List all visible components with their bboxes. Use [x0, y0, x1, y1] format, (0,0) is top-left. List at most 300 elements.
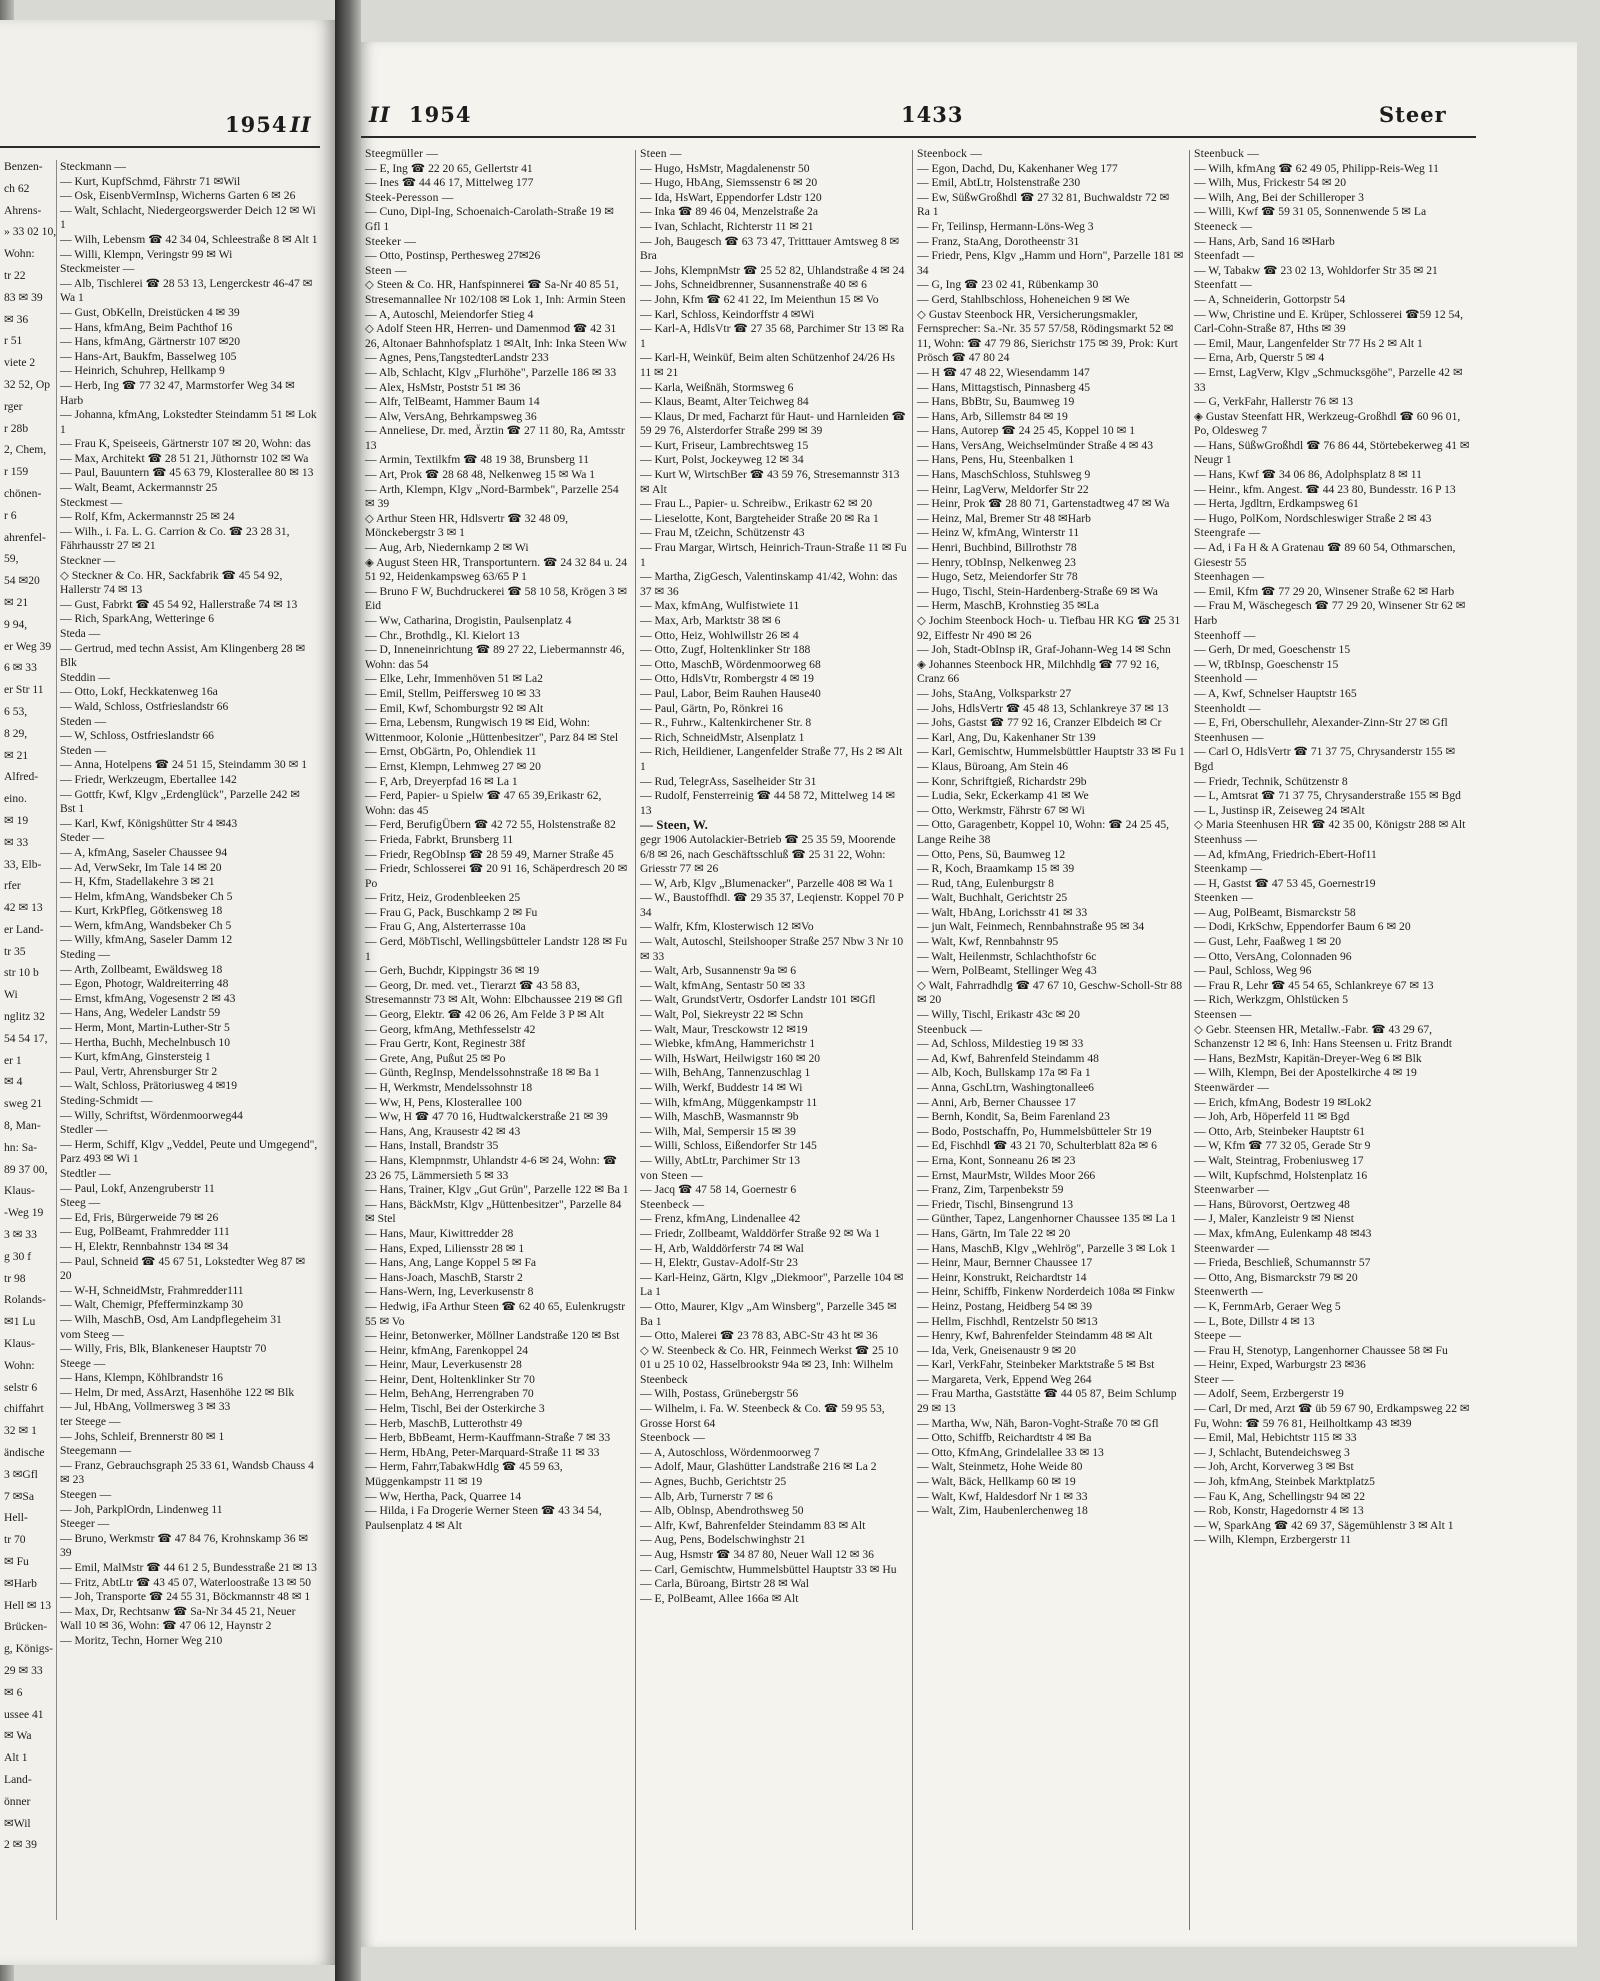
margin-fragment: Land- [4, 1772, 32, 1786]
directory-column-1 [365, 147, 631, 1937]
directory-entry: — Arth, Klempn, Klgv „Nord-Barmbek", Parzelle 254 ✉ 39 [365, 482, 622, 511]
directory-entry: — Jul, HbAng, Vollmersweg 3 ✉ 33 [60, 1400, 231, 1414]
margin-fragment: 9 94, [4, 617, 28, 631]
directory-entry: Steenfadt — [1194, 249, 1255, 263]
directory-entry: — F, Arb, Dreyerpfad 16 ✉ La 1 [365, 774, 518, 788]
directory-entry: — Art, Prok ☎ 28 68 48, Nelkenweg 15 ✉ Wa 1 [365, 468, 596, 482]
directory-entry: Steden — [60, 743, 107, 757]
directory-entry: — Ww, Hertha, Pack, Quarree 14 [365, 1489, 522, 1503]
margin-fragment: 32 ✉ 1 [4, 1424, 37, 1438]
margin-fragment: Klaus- [4, 1184, 35, 1198]
directory-entry: — Walt, Kwf, Rennbahnstr 95 [917, 935, 1059, 949]
directory-entry: — Heinr, Schiffb, Finkenw Norderdeich 108a ✉ Finkw [917, 1285, 1175, 1299]
directory-entry: — Willy, Schriftst, Wördenmoorweg44 [60, 1108, 243, 1122]
directory-entry: Steenkamp — [1194, 862, 1263, 876]
directory-entry: — Otto, MaschB, Wördenmoorweg 68 [640, 657, 821, 671]
directory-entry: — Wilh, BehAng, Tannenzuschlag 1 [640, 1066, 811, 1080]
margin-fragment: g 30 f [4, 1249, 32, 1263]
directory-entry: ◇ Gustav Steenbock HR, Versicherungsmakler, Fernsprecher: Sa.-Nr. 35 57 57/58, Rödingsmarkt 52 ✉ 11, Wohn: ☎ 47 79 86, Sierichstr 175 ✉ 39, Prok: Kurt Prösch ☎ 47 80 24 [917, 307, 1181, 365]
directory-entry: — Gottfr, Kwf, Klgv „Erdenglück", Parzelle 242 ✉ Bst 1 [60, 787, 300, 816]
directory-entry: — Ludia, Sekr, Eckerkamp 41 ✉ We [917, 789, 1089, 803]
margin-fragment: 32 52, Op [4, 377, 51, 391]
margin-fragment: 89 37 00, [4, 1162, 48, 1176]
directory-entry: — Alw, VersAng, Behrkampsweg 36 [365, 409, 537, 423]
directory-entry: — Aug, Hsmstr ☎ 34 87 80, Neuer Wall 12 ✉ 36 [640, 1548, 874, 1561]
margin-fragment: 8 29, [4, 726, 28, 740]
directory-entry: — Emil, MalMstr ☎ 44 61 2 5, Bundesstraße 21 ✉ 13 [60, 1561, 317, 1574]
right-page [361, 42, 1577, 1947]
directory-entry: — Ad, Schloss, Mildestieg 19 ✉ 33 [917, 1037, 1084, 1051]
directory-entry: Steenhagen — [1194, 570, 1265, 584]
directory-entry: Steckmann — [60, 160, 127, 173]
directory-entry: — Heinr, Dent, Holtenklinker Str 70 [365, 1372, 535, 1386]
directory-entry: — W, Schloss, Ostfrieslandstr 66 [60, 729, 214, 743]
margin-fragment: 33, Elb- [4, 857, 42, 871]
margin-fragment: Brücken- [4, 1620, 48, 1634]
directory-entry: — Kurt W, WirtschBer ☎ 43 59 76, Stresemannstr 313 ✉ Alt [640, 468, 903, 496]
directory-entry: ◇ Maria Steenhusen HR ☎ 42 35 00, Königstr 288 ✉ Alt [1194, 818, 1466, 832]
column-divider [912, 150, 913, 1930]
directory-entry: — Hans, Kwf ☎ 34 06 86, Adolphsplatz 8 ✉ 11 [1194, 468, 1422, 482]
directory-entry: — Heinrich, Schuhrep, Hellkamp 9 [60, 364, 225, 378]
directory-entry: — Cuno, Dipl-Ing, Schoenaich-Carolath-Straße 19 ✉ Gfl 1 [365, 205, 617, 233]
directory-entry: Steenhuss — [1194, 832, 1258, 846]
directory-entry: — Frenz, kfmAng, Lindenallee 42 [640, 1212, 801, 1226]
directory-entry: — John, Kfm ☎ 62 41 22, Im Meienthun 15 ✉ Vo [640, 292, 879, 306]
margin-fragment: ✉ 21 [4, 748, 29, 762]
directory-entry: — G, Ing ☎ 23 02 41, Rübenkamp 30 [917, 278, 1099, 292]
directory-entry: — Willy, kfmAng, Saseler Damm 12 [60, 933, 233, 947]
directory-entry: Steenbeck — [640, 1197, 705, 1211]
directory-entry: Steckmeister — [60, 262, 135, 276]
directory-entry: — Aug, Pens, Bodelschwinghstr 21 [640, 1533, 806, 1547]
directory-entry: — Wern, PolBeamt, Stellinger Weg 43 [917, 964, 1097, 978]
directory-entry: — Frau R, Lehr ☎ 45 54 65, Schlankreye 67 ✉ 13 [1194, 978, 1434, 992]
header-rule [361, 136, 1476, 138]
directory-entry: — J, Maler, Kanzleistr 9 ✉ Nienst [1194, 1212, 1354, 1226]
directory-entry: — Willi, Klempn, Veringstr 99 ✉ Wi [60, 247, 233, 261]
directory-entry: — E, Fri, Oberschullehr, Alexander-Zinn-Str 27 ✉ Gfl [1194, 716, 1448, 730]
margin-fragment: tr 22 [4, 268, 26, 282]
directory-entry: — Ad, i Fa H & A Gratenau ☎ 89 60 54, Othmarschen, Giesestr 55 [1194, 541, 1459, 569]
directory-entry: — Alex, HsMstr, Poststr 51 ✉ 36 [365, 380, 521, 394]
directory-entry: — Ivan, Schlacht, Richterstr 11 ✉ 21 [640, 219, 814, 233]
directory-entry: — Ed, Fischhdl ☎ 43 21 70, Schulterblatt 82a ✉ 6 [917, 1139, 1157, 1153]
directory-entry: — R., Fuhrw., Kaltenkirchener Str. 8 [640, 716, 812, 730]
directory-entry: — Jacq ☎ 47 58 14, Goernestr 6 [640, 1183, 797, 1197]
directory-entry: — Osk, EisenbVermInsp, Wicherns Garten 6 ✉ 26 [60, 189, 296, 203]
directory-entry: — Moritz, Techn, Horner Weg 210 [60, 1633, 223, 1647]
directory-entry: ◇ Arthur Steen HR, Hdlsvertr ☎ 32 48 09, Mönckebergstr 3 ✉ 1 [365, 511, 571, 540]
directory-entry: — Martha, ZigGesch, Valentinskamp 41/42, Wohn: das 37 ✉ 36 [640, 570, 901, 598]
directory-entry: — Gust, Lehr, Faaßweg 1 ✉ 20 [1194, 935, 1342, 949]
directory-entry: — Otto, Pens, Sü, Baumweg 12 [917, 847, 1066, 861]
margin-fragment: Wohn: [4, 247, 35, 261]
directory-entry: — Walt, Zim, Haubenlerchenweg 18 [917, 1504, 1088, 1518]
directory-entry: — Otto, Ang, Bismarckstr 79 ✉ 20 [1194, 1270, 1358, 1284]
margin-fragment: 59, [4, 552, 19, 566]
margin-fragment: ussee 41 [4, 1707, 44, 1721]
directory-entry: — Herm, Schiff, Klgv „Veddel, Peute und Umgegend", Parz 493 ✉ Wi 1 [60, 1137, 318, 1166]
directory-entry: — Otto, Arb, Steinbeker Hauptstr 61 [1194, 1124, 1365, 1138]
directory-entry: Steeneck — [1194, 219, 1253, 233]
margin-fragment: Klaus- [4, 1337, 35, 1351]
directory-entry: — Anneliese, Dr. med, Ärztin ☎ 27 11 80, Ra, Amtsstr 13 [365, 424, 628, 452]
directory-entry: — Hans, Maur, Kiwittredder 28 [365, 1226, 514, 1240]
margin-fragment: Rolands- [4, 1293, 46, 1307]
directory-entry: — Paul, Labor, Beim Rauhen Hause40 [640, 686, 821, 700]
directory-entry: — Hans-Wern, Ing, Leverkusenstr 8 [365, 1285, 534, 1299]
directory-entry: — Heinr, Maur, Leverkusenstr 28 [365, 1358, 522, 1372]
directory-entry: Steeger — [60, 1517, 110, 1531]
directory-entry: — H, Elektr, Rennbahnstr 134 ✉ 34 [60, 1239, 229, 1253]
directory-entry: — W, Arb, Klgv „Blumenacker", Parzelle 408 ✉ Wa 1 [640, 876, 894, 890]
directory-entry: — Otto, Postinsp, Perthesweg 27✉26 [365, 249, 541, 263]
directory-entry: — Paul, Schneid ☎ 45 67 51, Lokstedter Weg 87 ✉ 20 [60, 1254, 306, 1283]
margin-fragment: str 10 b [4, 966, 39, 980]
directory-entry: — Anna, Hotelpens ☎ 24 51 15, Steindamm 30 ✉ 1 [60, 758, 307, 772]
directory-entry: — Heinr, kfmAng, Farenkoppel 24 [365, 1343, 529, 1357]
directory-entry: Steepe — [1194, 1329, 1241, 1343]
directory-entry: — Ernst, MaurMstr, Wildes Moor 266 [917, 1168, 1096, 1182]
page-number: 1433 [901, 102, 964, 127]
directory-entry: — Johs, KlempnMstr ☎ 25 52 82, Uhlandstraße 4 ✉ 24 [640, 263, 905, 277]
directory-entry: — W-H, SchneidMstr, Frahmredder111 [60, 1283, 244, 1297]
directory-entry: — Walfr, Kfm, Klosterwisch 12 ✉Vo [640, 920, 814, 934]
directory-entry: — Wiebke, kfmAng, Hammerichstr 1 [640, 1037, 816, 1051]
directory-entry: — Joh, Archt, Korverweg 3 ✉ Bst [1194, 1460, 1354, 1474]
directory-entry: — Alb, Arb, Turnerstr 7 ✉ 6 [640, 1489, 773, 1503]
margin-fragment: 2 ✉ 39 [4, 1838, 37, 1852]
directory-entry: — Wilh, Werkf, Buddestr 14 ✉ Wi [640, 1081, 803, 1094]
directory-entry: — Willy, AbtLtr, Parchimer Str 13 [640, 1153, 801, 1167]
margin-fragment: eino. [4, 792, 27, 806]
directory-entry: — Willi, Schloss, Eißendorfer Str 145 [640, 1139, 817, 1153]
margin-fragment: viete 2 [4, 356, 36, 370]
margin-fragment: 54 ✉20 [4, 574, 40, 588]
directory-entry: — Willy, Tischl, Erikastr 43c ✉ 20 [917, 1008, 1080, 1022]
directory-entry: — Klaus, Büroang, Am Stein 46 [917, 759, 1069, 773]
directory-entry: — Hans, Exped, Liliensstr 28 ✉ 1 [365, 1241, 525, 1255]
directory-entry: — A, kfmAng, Saseler Chaussee 94 [60, 845, 228, 859]
directory-entry: — Ernst, Klempn, Lehmweg 27 ✉ 20 [365, 759, 541, 773]
directory-entry: — Walt, Schlacht, Niedergeorgswerder Deich 12 ✉ Wi 1 [60, 203, 316, 232]
directory-entry: — Helm, Tischl, Bei der Osterkirche 3 [365, 1402, 545, 1416]
directory-entry: — Hans-Joach, MaschB, Starstr 2 [365, 1270, 523, 1284]
directory-entry: ◇ Steen & Co. HR, Hanfspinnerei ☎ Sa-Nr 40 85 51, Stresemannallee Nr 102/108 ✉ Lok 1, Inh: Armin Steen [365, 278, 626, 306]
directory-entry: — Paul, Schloss, Weg 96 [1194, 964, 1312, 978]
directory-entry: Steenbock — [917, 147, 982, 160]
directory-entry: — Rich, SparkAng, Wetteringe 6 [60, 612, 215, 626]
directory-entry: — Frau M, Wäschegesch ☎ 77 29 20, Winsener Str 62 ✉ Harb [1194, 599, 1469, 627]
margin-fragment: r 51 [4, 334, 23, 348]
directory-entry: Steenbuck — [917, 1022, 982, 1036]
directory-entry: Steenken — [1194, 891, 1253, 905]
directory-entry: Steenwärder — [1194, 1081, 1270, 1094]
margin-fragment: ändische [4, 1446, 45, 1460]
directory-entry: — Gerh, Dr med, Goeschenstr 15 [1194, 643, 1351, 657]
directory-entry: — H, Arb, Walddörferstr 74 ✉ Wal [640, 1241, 804, 1255]
directory-entry: — Alb, Schlacht, Klgv „Flurhöhe", Parzelle 186 ✉ 33 [365, 365, 617, 379]
directory-entry: — Heinr, Maur, Bernner Chaussee 17 [917, 1256, 1093, 1270]
margin-fragment: tr 70 [4, 1533, 26, 1547]
directory-entry: — Friedr, Pens, Klgv „Hamm und Horn", Parzelle 181 ✉ 34 [917, 249, 1187, 277]
column-divider [56, 160, 57, 1920]
margin-fragment: er Land- [4, 922, 44, 936]
directory-entry: — Walt, HbAng, Lorichsstr 41 ✉ 33 [917, 905, 1088, 919]
directory-entry: — Max, Architekt ☎ 28 51 21, Jüthornstr 102 ✉ Wa [60, 451, 309, 465]
margin-fragment: ✉ Fu [4, 1555, 29, 1568]
margin-fragment: 3 ✉ 33 [4, 1228, 37, 1242]
margin-fragment: nglitz 32 [4, 1010, 45, 1024]
directory-entry: — Hilda, i Fa Drogerie Werner Steen ☎ 43 34 54, Paulsenplatz 4 ✉ Alt [365, 1504, 605, 1532]
directory-entry: — Anni, Arb, Berner Chaussee 17 [917, 1095, 1076, 1109]
directory-entry: — Wilh, Klempn, Erzbergerstr 11 [1194, 1533, 1352, 1547]
directory-entry: — Gertrud, med techn Assist, Am Klingenberg 28 ✉ Blk [60, 641, 306, 670]
directory-entry: — Adolf, Maur, Glashütter Landstraße 216 ✉ La 2 [640, 1460, 877, 1474]
directory-entry: — Aug, Arb, Niedernkamp 2 ✉ Wi [365, 541, 529, 555]
right-page-header [361, 42, 1577, 142]
directory-entry: — Frieda, Fabrkt, Brunsberg 11 [365, 832, 514, 846]
directory-entry: — Joh, Stadt-ObInsp iR, Graf-Johann-Weg 14 ✉ Schn [917, 643, 1171, 657]
directory-entry: — Hans, Arb, Sillemstr 84 ✉ 19 [917, 409, 1068, 423]
margin-fragment: ✉ 21 [4, 595, 29, 609]
directory-entry: — Günther, Tapez, Langenhorner Chaussee 135 ✉ La 1 [917, 1212, 1177, 1226]
directory-entry: — Rud, tAng, Eulenburgstr 8 [917, 876, 1054, 890]
column-divider [635, 150, 636, 1930]
directory-entry: — Karl, VerkFahr, Steinbeker Marktstraße 5 ✉ Bst [917, 1358, 1155, 1372]
directory-entry: Steding-Schmidt — [60, 1094, 153, 1107]
directory-entry: — Henry, tObInsp, Nelkenweg 23 [917, 555, 1076, 569]
directory-entry: — H, Kfm, Stadellakehre 3 ✉ 21 [60, 875, 215, 889]
directory-entry: ◈ Gustav Steenfatt HR, Werkzeug-Großhdl ☎ 60 96 01, Po, Oldesweg 7 [1194, 409, 1464, 438]
directory-entry: — Otto, Malerei ☎ 23 78 83, ABC-Str 43 ht ✉ 36 [640, 1329, 878, 1343]
directory-entry: — Hans, Trainer, Klgv „Gut Grün", Parzelle 122 ✉ Ba 1 [365, 1183, 629, 1197]
directory-entry: Stedtler — [60, 1166, 111, 1180]
directory-entry: — Wilh, Mal, Sempersir 15 ✉ 39 [640, 1124, 796, 1138]
directory-entry: — Heinr., kfm. Angest. ☎ 44 23 80, Bundesstr. 16 P 13 [1194, 482, 1456, 496]
directory-entry: — E, Ing ☎ 22 20 65, Gellertstr 41 [365, 161, 533, 175]
directory-entry: — H ☎ 47 48 22, Wiesendamm 147 [917, 365, 1090, 379]
margin-fragment: 29 ✉ 33 [4, 1663, 43, 1677]
directory-entry: — Helm, Dr med, AssArzt, Hasenhöhe 122 ✉ Blk [60, 1385, 295, 1399]
margin-fragment: ✉ 33 [4, 835, 29, 849]
directory-column-2 [640, 147, 908, 1937]
directory-entry: — Hans, Bürovorst, Oertzweg 48 [1194, 1197, 1350, 1211]
directory-entry: — A, Kwf, Schnelser Hauptstr 165 [1194, 686, 1357, 700]
left-header-rule [0, 146, 320, 148]
directory-entry: — Klaus, Dr med, Facharzt für Haut- und Harnleiden ☎ 59 29 76, Alsterdorfer Straße 299 ✉ 39 [640, 409, 909, 438]
directory-entry: — Chr., Brothdlg., Kl. Kielort 13 [365, 628, 520, 642]
directory-entry: Steeker — [365, 234, 417, 248]
directory-entry: ◇ Gebr. Steensen HR, Metallw.-Fabr. ☎ 43 29 67, Schanzenstr 12 ✉ 6, Inh: Hans Steensen u. Fritz Brandt [1194, 1022, 1452, 1051]
directory-entry: — W, SparkAng ☎ 42 69 37, Sägemühlenstr 3 ✉ Alt 1 [1194, 1518, 1454, 1532]
directory-entry: — Hugo, Setz, Meiendorfer Str 78 [917, 570, 1078, 584]
directory-entry: — Konr, Schriftgieß, Richardstr 29b [917, 774, 1087, 788]
directory-entry: — Frau Margar, Wirtsch, Heinrich-Traun-Straße 11 ✉ Fu 1 [640, 541, 910, 569]
directory-entry: — W, Tabakw ☎ 23 02 13, Wohldorfer Str 35 ✉ 21 [1194, 263, 1438, 277]
directory-entry: — Elke, Lehr, Immenhöven 51 ✉ La2 [365, 672, 543, 686]
directory-entry: — Ww, Catharina, Drogistin, Paulsenplatz 4 [365, 614, 572, 627]
directory-entry: — Wilh, Mus, Frickestr 54 ✉ 20 [1194, 176, 1347, 190]
directory-entry: — Hugo, Tischl, Stein-Hardenberg-Straße 69 ✉ Wa [917, 584, 1158, 598]
directory-entry: ◈ August Steen HR, Transportuntern. ☎ 24 32 84 u. 24 51 92, Heidenkampsweg 63/65 P 1 [365, 555, 630, 584]
margin-fragment: Wohn: [4, 1358, 35, 1372]
directory-entry: — Herm, Fahrr,TabakwHdlg ☎ 45 59 63, Müggenkampstr 11 ✉ 19 [365, 1460, 566, 1489]
directory-entry: — Willy, Fris, Blk, Blankeneser Hauptstr 70 [60, 1342, 267, 1356]
margin-fragment: » 33 02 10, [4, 225, 57, 239]
margin-fragment: ✉ 19 [4, 813, 29, 827]
margin-fragment: er 1 [4, 1053, 22, 1067]
directory-entry: — Otto, Schiffb, Reichardtstr 4 ✉ Ba [917, 1431, 1092, 1445]
directory-entry: — K, FernmArb, Geraer Weg 5 [1194, 1299, 1341, 1313]
directory-entry: — Karl-Heinz, Gärtn, Klgv „Diekmoor", Parzelle 104 ✉ La 1 [640, 1270, 907, 1299]
directory-entry: — Hugo, HbAng, Siemssenstr 6 ✉ 20 [640, 176, 818, 190]
directory-entry: — Erna, Kont, Sonneanu 26 ✉ 23 [917, 1153, 1076, 1167]
directory-entry: — Friedr, Tischl, Binsengrund 13 [917, 1197, 1074, 1211]
margin-fragment: ahrenfel- [4, 530, 46, 544]
directory-entry: — Frau G, Pack, Buschkamp 2 ✉ Fu [365, 905, 538, 919]
directory-entry: — Adolf, Seem, Erzbergerstr 19 [1194, 1387, 1344, 1401]
margin-fragment: tr 98 [4, 1271, 26, 1285]
directory-entry: — Armin, Textilkfm ☎ 48 19 38, Brunsberg 11 [365, 453, 590, 467]
margin-fragment: -Weg 19 [4, 1206, 44, 1220]
directory-entry: — Joh, kfmAng, Steinbek Marktplatz5 [1194, 1475, 1375, 1489]
directory-entry: — Joh, Baugesch ☎ 63 73 47, Tritttauer Amtsweg 8 ✉ Bra [640, 234, 903, 263]
margin-fragment: r 28b [4, 421, 29, 435]
margin-fragment: ✉1 Lu [4, 1315, 36, 1329]
directory-entry: — Rob, Konstr, Hagedornstr 4 ✉ 13 [1194, 1504, 1364, 1518]
directory-entry: — Egon, Dachd, Du, Kakenhaner Weg 177 [917, 161, 1118, 175]
directory-entry: — Rud, TelegrAss, Saselheider Str 31 [640, 774, 817, 788]
margin-fragment: Wi [4, 988, 18, 1002]
directory-entry: — Friedr, Werkzeugm, Ebertallee 142 [60, 772, 237, 786]
directory-entry: — Ida, Verk, Gneisenaustr 9 ✉ 20 [917, 1343, 1076, 1357]
directory-entry: Steege — [60, 1356, 106, 1370]
directory-entry: — Max, Dr, Rechtsanw ☎ Sa-Nr 34 45 21, Neuer Wall 10 ✉ 36, Wohn: ☎ 47 06 12, Haynstr 2 [60, 1604, 296, 1633]
directory-entry: — Johanna, kfmAng, Lokstedter Steindamm 51 ✉ Lok 1 [60, 408, 317, 436]
directory-entry: — Joh, Transporte ☎ 24 55 31, Böckmannstr 48 ✉ 1 [60, 1590, 311, 1604]
running-head: Steer [1379, 102, 1447, 127]
left-page [0, 20, 335, 1965]
directory-entry: — Hans, Ang, Krausestr 42 ✉ 43 [365, 1124, 521, 1138]
directory-entry: — Johs, Schleif, Brennerstr 80 ✉ 1 [60, 1429, 225, 1443]
directory-entry: — Gerh, Buchdr, Kippingstr 36 ✉ 19 [365, 964, 540, 978]
directory-entry: Steengrafe — [1194, 526, 1261, 540]
directory-entry: — Hans, BbBtr, Su, Baumweg 19 [917, 395, 1075, 409]
directory-entry: — L, Amtsrat ☎ 71 37 75, Chrysanderstraße 155 ✉ Bgd [1194, 789, 1461, 803]
directory-entry: — Walt, Maur, Tresckowstr 12 ✉19 [640, 1022, 808, 1036]
directory-entry: — Gerd, MöbTischl, Wellingsbütteler Landstr 128 ✉ Fu 1 [365, 935, 631, 963]
margin-fragment: önner [4, 1794, 31, 1808]
directory-entry: — Herm, Mont, Martin-Luther-Str 5 [60, 1021, 230, 1035]
directory-entry: — Max, kfmAng, Eulenkamp 48 ✉43 [1194, 1226, 1372, 1240]
directory-entry: — Bruno, Werkmstr ☎ 47 84 76, Krohnskamp 36 ✉ 39 [60, 1531, 309, 1560]
margin-fragment: r 159 [4, 465, 29, 479]
directory-entry: — Klaus, Beamt, Alter Teichweg 84 [640, 395, 809, 409]
directory-entry: — Friedr, Zollbeamt, Walddörfer Straße 92 ✉ Wa 1 [640, 1226, 881, 1240]
margin-fragment: ✉ 6 [4, 1685, 23, 1699]
directory-entry: — Emil, Kfm ☎ 77 29 20, Winsener Straße 62 ✉ Harb [1194, 584, 1455, 598]
directory-entry: — Joh, ParkplOrdn, Lindenweg 11 [60, 1502, 223, 1516]
margin-fragment: Alfred- [4, 770, 39, 784]
directory-entry: — Hans, Autorep ☎ 24 25 45, Koppel 10 ✉ 1 [917, 424, 1136, 438]
directory-entry: — Franz, StaAng, Dorotheenstr 31 [917, 234, 1080, 248]
directory-entry: Steda — [60, 627, 101, 640]
directory-entry: — Emil, Kwf, Schomburgstr 92 ✉ Alt [365, 701, 544, 715]
directory-entry: — Alb, Koch, Bullskamp 17a ✉ Fa 1 [917, 1066, 1091, 1080]
margin-fragment: 8, Man- [4, 1119, 41, 1133]
directory-entry: — Hugo, HsMstr, Magdalenenstr 50 [640, 161, 810, 175]
directory-entry: von Steen — [640, 1168, 703, 1182]
directory-entry: — R, Koch, Braamkamp 15 ✉ 39 [917, 862, 1075, 876]
directory-entry: — Heinz, Mal, Bremer Str 48 ✉Harb [917, 511, 1091, 525]
directory-entry: — Wilh, Ang, Bei der Schilleroper 3 [1194, 190, 1364, 204]
margin-fragment: chönen- [4, 486, 42, 500]
margin-fragment: 83 ✉ 39 [4, 290, 43, 304]
directory-entry: — Walt, Pol, Siekreystr 22 ✉ Schn [640, 1008, 804, 1022]
margin-fragment: Hell ✉ 13 [4, 1598, 52, 1612]
directory-entry: — Willi, Kwf ☎ 59 31 05, Sonnenwende 5 ✉ La [1194, 205, 1427, 219]
directory-entry: — Ew, SüßwGroßhdl ☎ 27 32 81, Buchwaldstr 72 ✉ Ra 1 [917, 190, 1173, 219]
directory-entry: — Bodo, Postschaffn, Po, Hummelsbütteler Str 19 [917, 1124, 1152, 1138]
directory-entry: — A, Autoschloss, Wördenmoorweg 7 [640, 1445, 820, 1459]
margin-fragment: Hell- [4, 1511, 28, 1525]
directory-entry: — Erich, kfmAng, Bodestr 19 ✉Lok2 [1194, 1095, 1372, 1109]
margin-fragment: er Weg 39 [4, 639, 52, 653]
directory-entry: — Frau G, Ang, Alsterterrasse 10a [365, 920, 526, 934]
directory-entry: — Hans, kfmAng, Beim Pachthof 16 [60, 320, 233, 334]
directory-entry: — Emil, Stellm, Peiffersweg 10 ✉ 33 [365, 686, 541, 700]
directory-entry: Steenwarber — [1194, 1183, 1270, 1197]
directory-entry: — Hans, Ang, Lange Koppel 5 ✉ Fa [365, 1256, 537, 1270]
directory-entry: — Herb, Ing ☎ 77 32 47, Marmstorfer Weg 34 ✉ Harb [60, 378, 295, 407]
directory-entry: — Max, kfmAng, Wulfistwiete 11 [640, 599, 800, 613]
directory-entry: — Heinz, Postang, Heidberg 54 ✉ 39 [917, 1299, 1093, 1313]
directory-entry: — Otto, KfmAng, Grindelallee 33 ✉ 13 [917, 1445, 1104, 1459]
directory-entry: — Kurt, Polst, Jockeyweg 12 ✉ 34 [640, 453, 804, 467]
directory-entry: — Carl, Dr med, Arzt ☎ üb 59 67 90, Erdkampsweg 22 ✉ Fu, Wohn: ☎ 59 76 81, Heilholtkamp 43 ✉39 [1194, 1402, 1473, 1430]
directory-entry: — Erna, Arb, Querstr 5 ✉ 4 [1194, 351, 1325, 365]
directory-entry: — Ernst, LagVerw, Klgv „Schmucksgöhe", Parzelle 42 ✉ 33 [1194, 365, 1466, 394]
directory-entry: — Karla, Weißnäh, Stormsweg 6 [640, 380, 794, 394]
directory-entry: — Dodi, KrkSchw, Eppendorfer Baum 6 ✉ 20 [1194, 920, 1411, 934]
directory-entry: — E, PolBeamt, Allee 166a ✉ Alt [640, 1591, 799, 1605]
directory-entry: — Otto, Heiz, Wohlwillstr 26 ✉ 4 [640, 628, 799, 642]
directory-entry: — H, Gastst ☎ 47 53 45, Goernestr19 [1194, 876, 1376, 890]
directory-entry: — Georg, kfmAng, Methfesselstr 42 [365, 1022, 536, 1036]
directory-entry: Steden — [60, 714, 107, 728]
directory-entry: Steenbock — [640, 1431, 705, 1445]
directory-entry: — Kurt, Friseur, Lambrechtsweg 15 [640, 438, 809, 452]
directory-entry: — Hans, BäckMstr, Klgv „Hüttenbesitzer", Parzelle 84 ✉ Stel [365, 1197, 625, 1226]
directory-entry: Steer — [1194, 1372, 1234, 1386]
directory-entry: — Egon, Photogr, Waldreiterring 48 [60, 977, 229, 991]
margin-fragment: 42 ✉ 13 [4, 901, 43, 915]
margin-fragment: ✉ 4 [4, 1075, 23, 1089]
directory-entry: — Bruno F W, Buchdruckerei ☎ 58 10 58, Krögen 3 ✉ Eid [365, 584, 631, 613]
directory-entry: Steenholdt — [1194, 701, 1261, 715]
directory-entry: ter Steege — [60, 1415, 121, 1429]
directory-entry: — A, Autoschl, Meiendorfer Stieg 4 [365, 307, 534, 321]
margin-fragment: ✉Harb [4, 1576, 37, 1590]
margin-fragment: 54 54 17, [4, 1031, 48, 1045]
directory-entry: — Hans, Pens, Hu, Steenbalken 1 [917, 453, 1075, 467]
directory-entry: — Walt, Buchhalt, Gerichtstr 25 [917, 891, 1068, 905]
directory-entry: — Ernst, ObGärtn, Po, Ohlendiek 11 [365, 745, 537, 759]
directory-entry: — Paul, Lokf, Anzengruberstr 11 [60, 1181, 215, 1195]
directory-entry: — Rich, Heildiener, Langenfelder Straße 77, Hs 2 ✉ Alt 1 [640, 745, 906, 773]
